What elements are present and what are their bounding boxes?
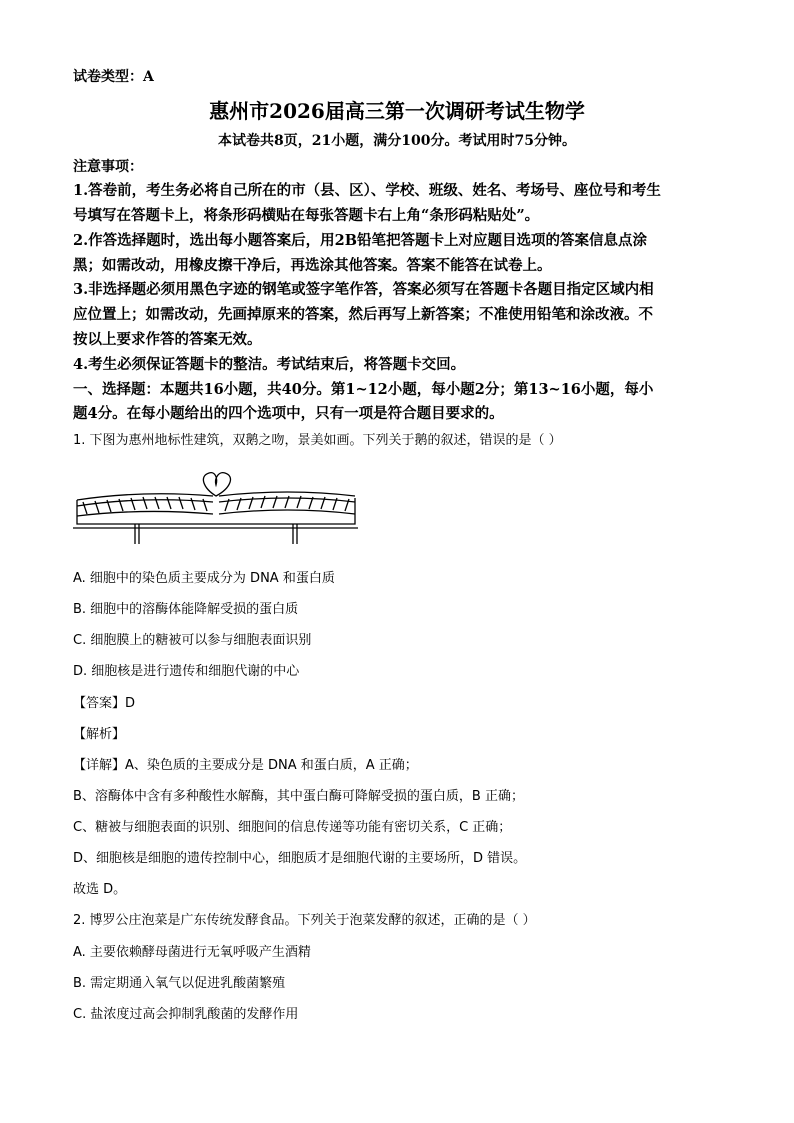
answer-label: 【答案】D <box>73 696 136 711</box>
question-stem: 1. 下图为惠州地标性建筑，双鹅之吻，景美如画。下列关于鹅的叙述，错误的是（ ） <box>73 433 562 448</box>
swan-bridge-figure <box>73 466 358 546</box>
notice-line: 按以上要求作答的答案无效。 <box>73 331 262 348</box>
analysis-label: 【解析】 <box>73 727 126 742</box>
section-heading: 一、选择题：本题共16小题，共40分。第1~12小题，每小题2分；第13~16小题，每小 <box>73 381 654 398</box>
notice-line: 2.作答选择题时，选出每小题答案后，用2B铅笔把答题卡上对应题目选项的答案信息点涂 <box>73 232 647 249</box>
exam-type: 试卷类型：A <box>73 69 154 85</box>
notice-line: 应位置上；如需改动，先画掉原来的答案，然后再写上新答案；不准使用铅笔和涂改液。不 <box>73 306 653 323</box>
option-c: C. 盐浓度过高会抑制乳酸菌的发酵作用 <box>73 1007 299 1022</box>
page-subtitle: 本试卷共8页，21小题，满分100分。考试用时75分钟。 <box>218 133 576 149</box>
option-c: C. 细胞膜上的糖被可以参与细胞表面识别 <box>73 633 312 648</box>
option-b: B. 细胞中的溶酶体能降解受损的蛋白质 <box>73 602 299 617</box>
notice-line: 号填写在答题卡上，将条形码横贴在每张答题卡右上角“条形码粘贴处”。 <box>73 207 540 224</box>
detail-line: C、糖被与细胞表面的识别、细胞间的信息传递等功能有密切关系，C 正确； <box>73 820 512 835</box>
section-heading: 题4分。在每小题给出的四个选项中，只有一项是符合题目要求的。 <box>73 405 504 422</box>
notice-line: 黑；如需改动，用橡皮擦干净后，再选涂其他答案。答案不能答在试卷上。 <box>73 257 552 274</box>
page-title: 惠州市2026届高三第一次调研考试生物学 <box>209 99 585 123</box>
notice-line: 4.考生必须保证答题卡的整洁。考试结束后，将答题卡交回。 <box>73 356 466 373</box>
notice-line: 3.非选择题必须用黑色字迹的钢笔或签字笔作答，答案必须写在答题卡各题目指定区域内相 <box>73 281 654 298</box>
detail-line: D、细胞核是细胞的遗传控制中心，细胞质才是细胞代谢的主要场所，D 错误。 <box>73 851 527 866</box>
question-stem: 2. 博罗公庄泡菜是广东传统发酵食品。下列关于泡菜发酵的叙述，正确的是（ ） <box>73 913 536 928</box>
notes-heading: 注意事项： <box>73 159 143 175</box>
option-d: D. 细胞核是进行遗传和细胞代谢的中心 <box>73 664 300 679</box>
notice-line: 1.答卷前，考生务必将自己所在的市（县、区）、学校、班级、姓名、考场号、座位号和考生 <box>73 182 661 199</box>
option-a: A. 细胞中的染色质主要成分为 DNA 和蛋白质 <box>73 571 335 586</box>
option-b: B. 需定期通入氧气以促进乳酸菌繁殖 <box>73 976 286 991</box>
detail-line: 【详解】A、染色质的主要成分是 DNA 和蛋白质，A 正确； <box>73 758 418 773</box>
option-a: A. 主要依赖酵母菌进行无氧呼吸产生酒精 <box>73 945 311 960</box>
detail-line: B、溶酶体中含有多种酸性水解酶，其中蛋白酶可降解受损的蛋白质，B 正确； <box>73 789 524 804</box>
detail-line: 故选 D。 <box>73 882 127 897</box>
